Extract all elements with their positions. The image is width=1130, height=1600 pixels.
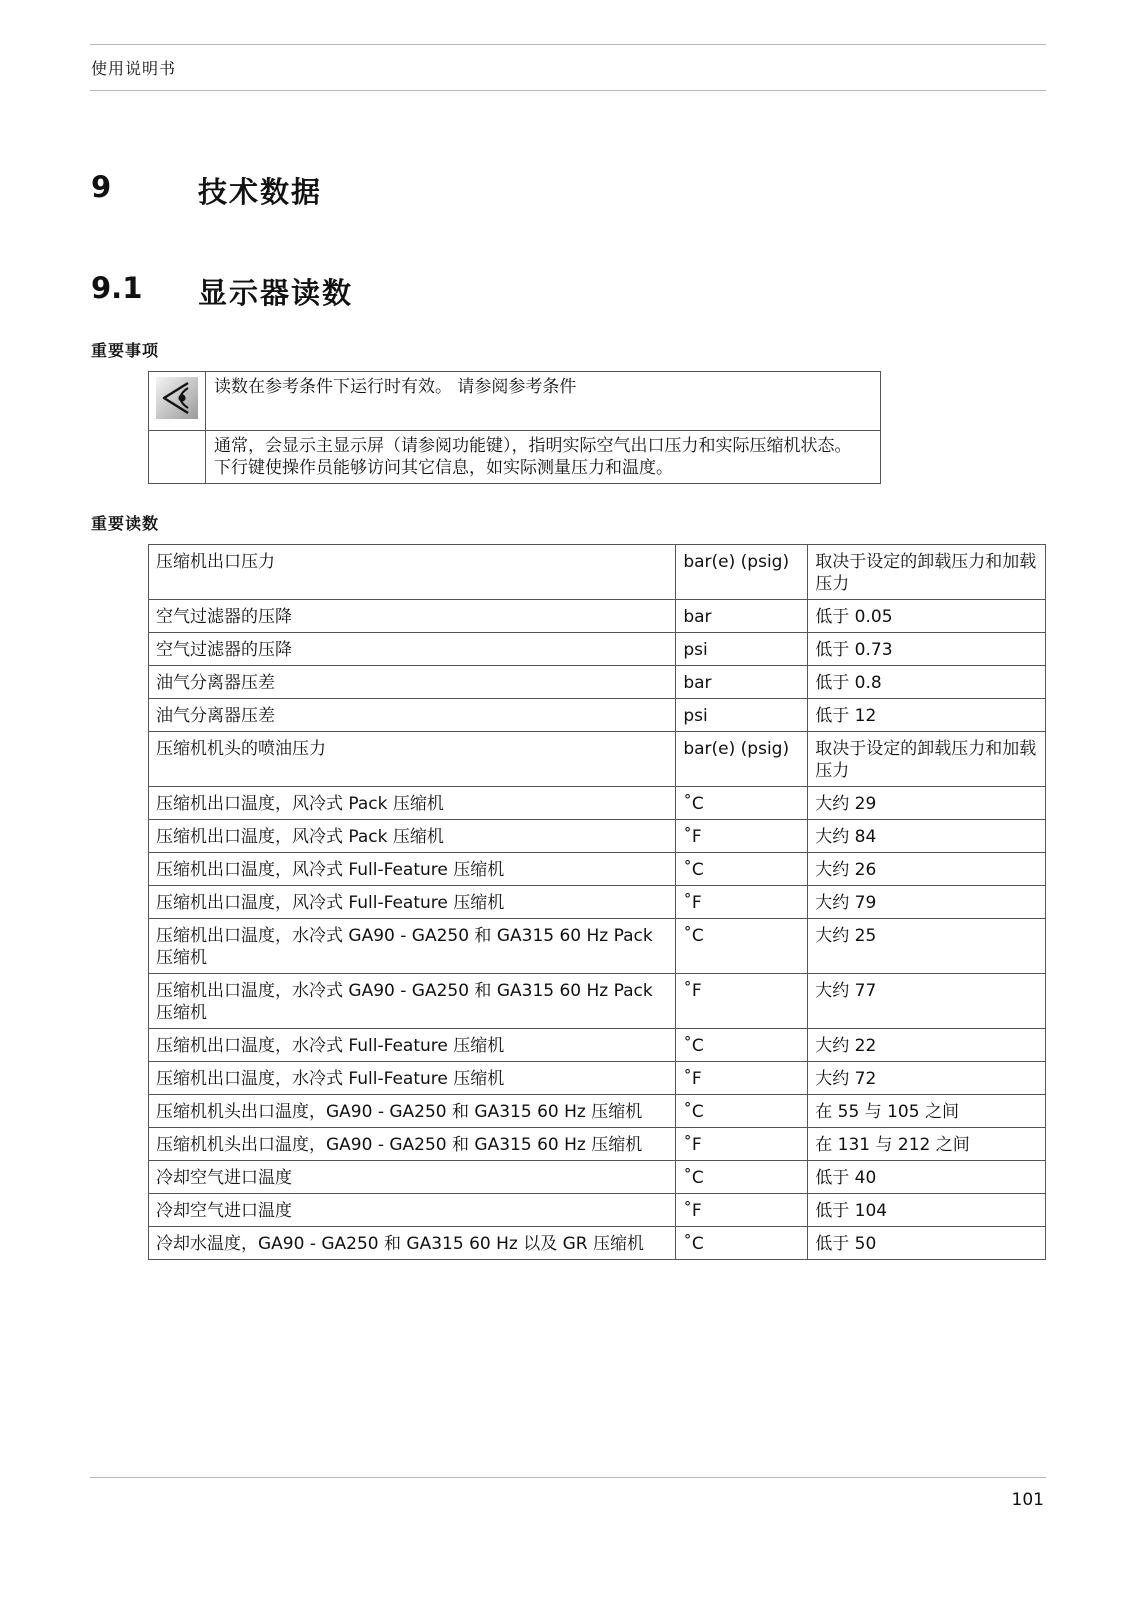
- footer-rule: [90, 1477, 1046, 1478]
- header-bottom-rule: [90, 90, 1046, 91]
- table-row: [149, 974, 1046, 1029]
- table-row: [149, 1194, 1046, 1227]
- unit-cell: ˚C: [676, 1227, 808, 1260]
- value-cell: 在 131 与 212 之间: [808, 1128, 1046, 1161]
- table-row: [149, 600, 1046, 633]
- unit-cell: psi: [676, 699, 808, 732]
- value-cell: 在 55 与 105 之间: [808, 1095, 1046, 1128]
- table-row: [149, 886, 1046, 919]
- table-row: [149, 633, 1046, 666]
- header-top-rule: [90, 44, 1046, 45]
- parameter-cell: 压缩机出口温度，风冷式 Full-Feature 压缩机: [149, 886, 676, 919]
- value-cell: 取决于设定的卸载压力和加载压力: [808, 545, 1046, 600]
- unit-cell: ˚C: [676, 1095, 808, 1128]
- unit-cell: bar(e) (psig): [676, 545, 808, 600]
- parameter-cell: 空气过滤器的压降: [149, 633, 676, 666]
- table-row: [149, 787, 1046, 820]
- unit-cell: ˚C: [676, 919, 808, 974]
- unit-cell: ˚F: [676, 974, 808, 1029]
- table-row: [149, 1227, 1046, 1260]
- eye-icon: [155, 376, 199, 420]
- value-cell: 大约 25: [808, 919, 1046, 974]
- parameter-cell: 压缩机出口温度，水冷式 GA90 - GA250 和 GA315 60 Hz Pack 压缩机: [149, 919, 676, 974]
- table-row: [149, 1062, 1046, 1095]
- readings-table: [148, 544, 1046, 1260]
- table-row: [149, 1128, 1046, 1161]
- parameter-cell: 冷却空气进口温度: [149, 1194, 676, 1227]
- table-row: [149, 820, 1046, 853]
- table-row: [149, 919, 1046, 974]
- unit-cell: ˚C: [676, 1161, 808, 1194]
- value-cell: 低于 50: [808, 1227, 1046, 1260]
- value-cell: 低于 0.73: [808, 633, 1046, 666]
- unit-cell: bar: [676, 600, 808, 633]
- table-row: [149, 666, 1046, 699]
- value-cell: 大约 26: [808, 853, 1046, 886]
- value-cell: 大约 79: [808, 886, 1046, 919]
- important-readings-heading: 重要读数: [91, 514, 160, 533]
- unit-cell: bar(e) (psig): [676, 732, 808, 787]
- subsection-title: 显示器读数: [198, 276, 354, 310]
- parameter-cell: 压缩机机头出口温度，GA90 - GA250 和 GA315 60 Hz 压缩机: [149, 1095, 676, 1128]
- important-notes-heading: 重要事项: [91, 341, 160, 360]
- subsection-number: 9.1: [91, 271, 143, 305]
- section-number: 9: [91, 170, 112, 204]
- value-cell: 大约 22: [808, 1029, 1046, 1062]
- value-cell: 大约 72: [808, 1062, 1046, 1095]
- table-row: [149, 732, 1046, 787]
- table-row: [149, 1095, 1046, 1128]
- notice-empty-cell: [149, 431, 206, 484]
- value-cell: 取决于设定的卸载压力和加载压力: [808, 732, 1046, 787]
- parameter-cell: 压缩机机头的喷油压力: [149, 732, 676, 787]
- parameter-cell: 压缩机出口温度，风冷式 Full-Feature 压缩机: [149, 853, 676, 886]
- value-cell: 大约 84: [808, 820, 1046, 853]
- parameter-cell: 压缩机出口温度，风冷式 Pack 压缩机: [149, 820, 676, 853]
- unit-cell: ˚C: [676, 853, 808, 886]
- parameter-cell: 冷却空气进口温度: [149, 1161, 676, 1194]
- unit-cell: ˚C: [676, 1029, 808, 1062]
- page-number: 101: [1011, 1490, 1044, 1510]
- value-cell: 低于 0.05: [808, 600, 1046, 633]
- parameter-cell: 油气分离器压差: [149, 699, 676, 732]
- table-row: [149, 1029, 1046, 1062]
- value-cell: 低于 40: [808, 1161, 1046, 1194]
- notice-text-2: 通常，会显示主显示屏（请参阅功能键），指明实际空气出口压力和实际压缩机状态。 下行键使操作员能够访问其它信息，如实际测量压力和温度。: [206, 431, 881, 484]
- parameter-cell: 压缩机出口温度，水冷式 Full-Feature 压缩机: [149, 1029, 676, 1062]
- parameter-cell: 压缩机出口温度，水冷式 Full-Feature 压缩机: [149, 1062, 676, 1095]
- table-row: [149, 853, 1046, 886]
- unit-cell: ˚F: [676, 1128, 808, 1161]
- table-row: [149, 545, 1046, 600]
- parameter-cell: 空气过滤器的压降: [149, 600, 676, 633]
- unit-cell: ˚F: [676, 1194, 808, 1227]
- parameter-cell: 冷却水温度，GA90 - GA250 和 GA315 60 Hz 以及 GR 压缩机: [149, 1227, 676, 1260]
- parameter-cell: 油气分离器压差: [149, 666, 676, 699]
- section-title: 技术数据: [198, 175, 323, 209]
- parameter-cell: 压缩机出口温度，风冷式 Pack 压缩机: [149, 787, 676, 820]
- parameter-cell: 压缩机机头出口温度，GA90 - GA250 和 GA315 60 Hz 压缩机: [149, 1128, 676, 1161]
- value-cell: 低于 12: [808, 699, 1046, 732]
- notice-icon-cell: [149, 372, 206, 431]
- value-cell: 大约 77: [808, 974, 1046, 1029]
- value-cell: 低于 0.8: [808, 666, 1046, 699]
- unit-cell: ˚F: [676, 820, 808, 853]
- unit-cell: ˚F: [676, 886, 808, 919]
- value-cell: 大约 29: [808, 787, 1046, 820]
- unit-cell: ˚C: [676, 787, 808, 820]
- unit-cell: ˚F: [676, 1062, 808, 1095]
- parameter-cell: 压缩机出口温度，水冷式 GA90 - GA250 和 GA315 60 Hz Pack 压缩机: [149, 974, 676, 1029]
- important-notes-box: [148, 371, 881, 484]
- unit-cell: bar: [676, 666, 808, 699]
- unit-cell: psi: [676, 633, 808, 666]
- parameter-cell: 压缩机出口压力: [149, 545, 676, 600]
- value-cell: 低于 104: [808, 1194, 1046, 1227]
- table-row: [149, 1161, 1046, 1194]
- header-title: 使用说明书: [91, 59, 177, 78]
- table-row: [149, 699, 1046, 732]
- notice-text-1: 读数在参考条件下运行时有效。 请参阅参考条件: [206, 372, 881, 431]
